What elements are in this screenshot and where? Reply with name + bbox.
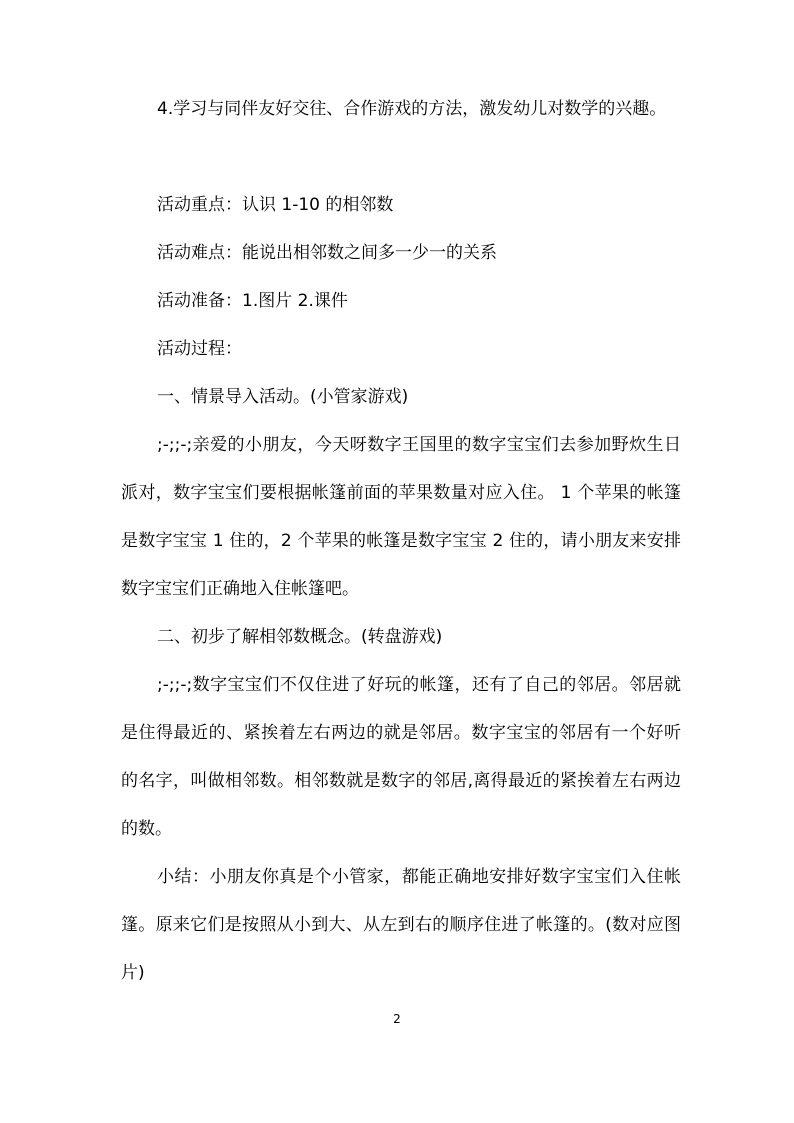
page-number: 2: [393, 1012, 401, 1026]
paragraph-difficulty: 活动难点：能说出相邻数之间多一少一的关系: [157, 243, 497, 263]
section-heading-2: 二、初步了解相邻数概念。(转盘游戏): [157, 627, 443, 647]
paragraph-section-1-body: ;-;;-;亲爱的小朋友，今天呀数字王国里的数字宝宝们去参加野炊生日派对，数字宝宝们要根据帐篷前面的苹果数量对应入住。 1 个苹果的帐篷是数字宝宝 1 住的，2 个苹果的帐篷是数字宝宝 2 住的，请小朋友来安排数字宝宝们正确地入住帐篷吧。: [121, 435, 681, 599]
paragraph-key-point: 活动重点：认识 1-10 的相邻数: [157, 195, 394, 215]
paragraph-objective-4: 4.学习与同伴友好交往、合作游戏的方法，激发幼儿对数学的兴趣。: [157, 99, 667, 119]
paragraph-preparation: 活动准备：1.图片 2.课件: [157, 291, 348, 311]
paragraph-section-2-body: ;-;;-;数字宝宝们不仅住进了好玩的帐篷，还有了自己的邻居。邻居就是住得最近的、紧挨着左右两边的就是邻居。数字宝宝的邻居有一个好听的名字，叫做相邻数。相邻数就是数字的邻居,离得最近的紧挨着左右两边的数。: [121, 675, 681, 839]
paragraph-process-heading: 活动过程：: [157, 339, 242, 359]
paragraph-summary: 小结：小朋友你真是个小管家，都能正确地安排好数字宝宝们入住帐篷。原来它们是按照从小到大、从左到右的顺序住进了帐篷的。(数对应图片): [121, 867, 681, 983]
section-heading-1: 一、情景导入活动。(小管家游戏): [157, 387, 409, 407]
